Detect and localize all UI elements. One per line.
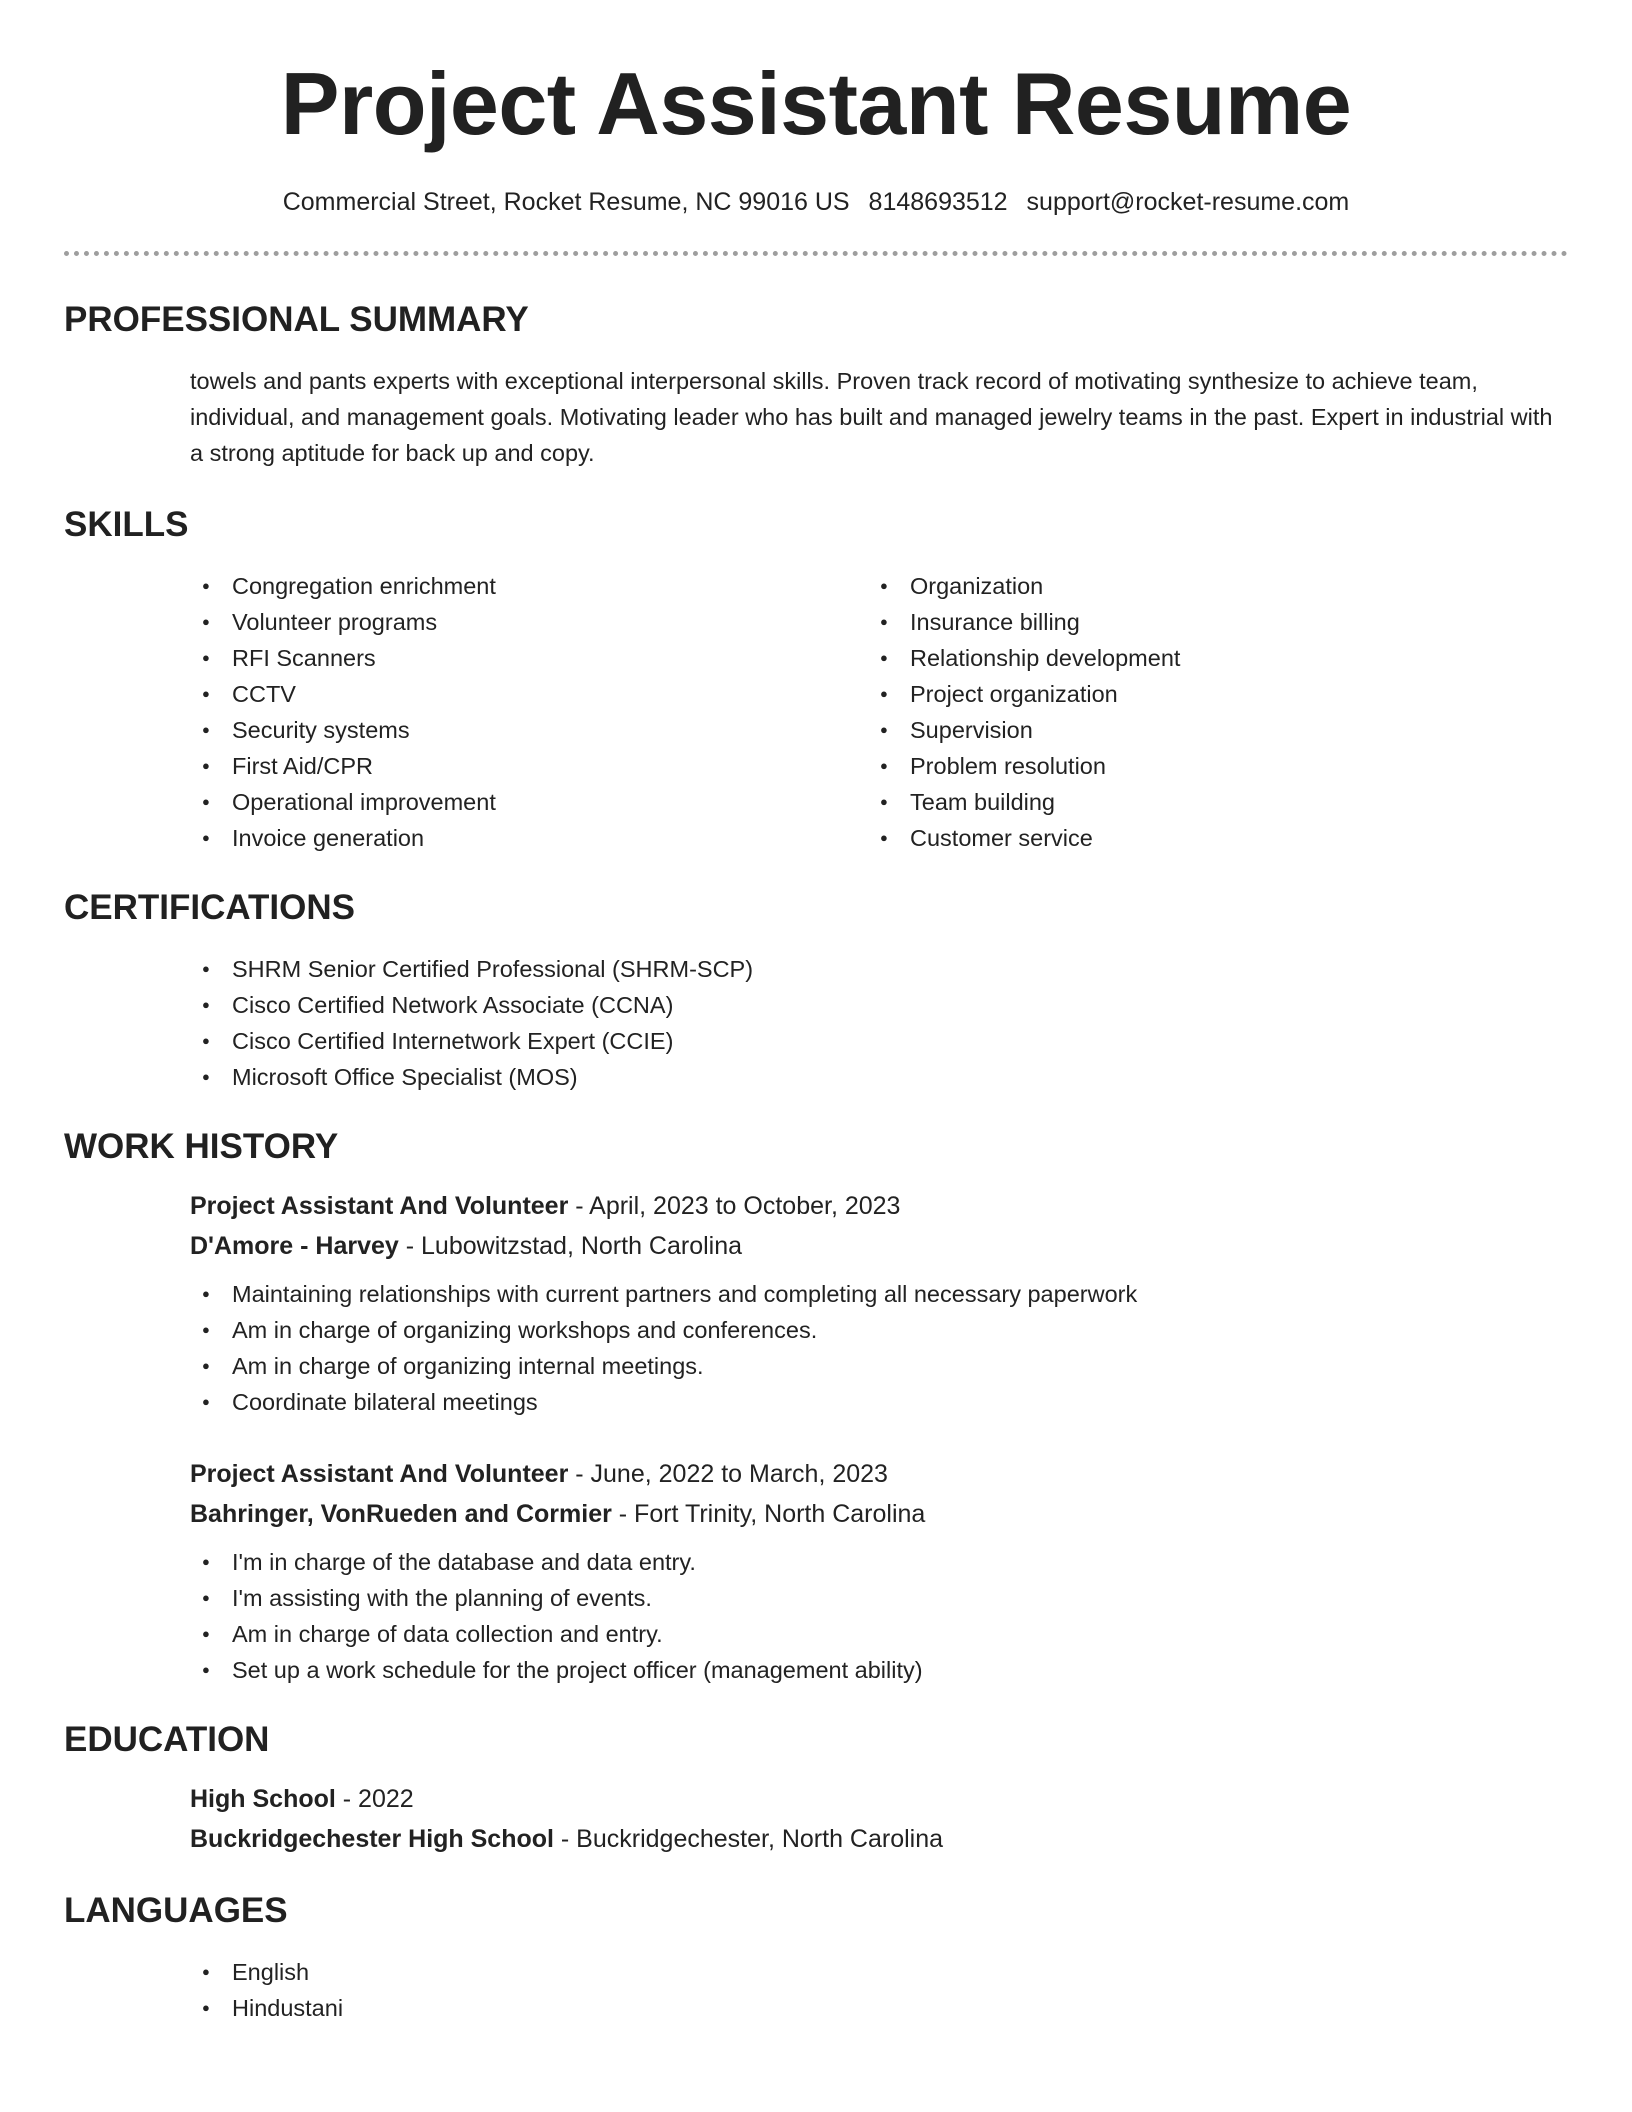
job-entry bbox=[190, 1454, 1568, 1688]
job-title: Project Assistant And Volunteer bbox=[190, 1192, 569, 1220]
summary-section bbox=[64, 302, 1568, 471]
list-item: ● Microsoft Office Specialist (MOS) bbox=[190, 1059, 1568, 1095]
job-dates: - April, 2023 to October, 2023 bbox=[568, 1192, 901, 1220]
skills-list-left bbox=[190, 568, 868, 856]
list-item: ● I'm assisting with the planning of events. bbox=[190, 1580, 1568, 1616]
list-item: ● I'm in charge of the database and data entry. bbox=[190, 1544, 1568, 1580]
summary-text: towels and pants experts with exceptional interpersonal skills. Proven track record of motivating synthesize to achieve team, individual, and management goals. Motivating leader who has built and managed jewelry teams in the past. Expert in industrial with a strong aptitude for back up and copy. bbox=[190, 368, 1553, 466]
list-item: ● Coordinate bilateral meetings bbox=[190, 1384, 1568, 1420]
summary-heading: PROFESSIONAL SUMMARY bbox=[64, 300, 529, 339]
list-item: ● Cisco Certified Network Associate (CCNA) bbox=[190, 987, 1568, 1023]
job-entry bbox=[190, 1186, 1568, 1420]
list-item: ● Am in charge of organizing workshops and conferences. bbox=[190, 1312, 1568, 1348]
certifications-heading: CERTIFICATIONS bbox=[64, 888, 356, 927]
list-item: ● Supervision bbox=[868, 712, 1546, 748]
education-degree: High School bbox=[190, 1785, 336, 1813]
education-year: - 2022 bbox=[335, 1785, 414, 1813]
languages-heading: LANGUAGES bbox=[64, 1891, 288, 1930]
job-company-line bbox=[190, 1226, 1568, 1266]
list-item: ● Project organization bbox=[868, 676, 1546, 712]
job-company: D'Amore - Harvey bbox=[190, 1232, 399, 1260]
work-history-section bbox=[64, 1129, 1568, 1688]
contact-phone: 8148693512 bbox=[868, 188, 1008, 216]
languages-list bbox=[190, 1954, 1568, 2026]
languages-section bbox=[64, 1893, 1568, 2026]
list-item: ● Problem resolution bbox=[868, 748, 1546, 784]
education-location: - Buckridgechester, North Carolina bbox=[553, 1825, 944, 1853]
job-company-line bbox=[190, 1494, 1568, 1534]
list-item: ● English bbox=[190, 1954, 1568, 1990]
job-location: - Fort Trinity, North Carolina bbox=[611, 1500, 926, 1528]
list-item: ● Am in charge of data collection and entry. bbox=[190, 1616, 1568, 1652]
contact-address: Commercial Street, Rocket Resume, NC 99016 US bbox=[282, 188, 850, 216]
job-title: Project Assistant And Volunteer bbox=[190, 1460, 569, 1488]
skills-list-right bbox=[868, 568, 1546, 856]
list-item: ● Team building bbox=[868, 784, 1546, 820]
certifications-section bbox=[64, 890, 1568, 1095]
job-location: - Lubowitzstad, North Carolina bbox=[398, 1232, 743, 1260]
education-section bbox=[64, 1722, 1568, 1859]
job-duties bbox=[190, 1276, 1568, 1420]
list-item: ● Hindustani bbox=[190, 1990, 1568, 2026]
list-item: ● Organization bbox=[868, 568, 1546, 604]
list-item: ● Volunteer programs bbox=[190, 604, 868, 640]
list-item: ● Am in charge of organizing internal meetings. bbox=[190, 1348, 1568, 1384]
list-item: ● Cisco Certified Internetwork Expert (CCIE) bbox=[190, 1023, 1568, 1059]
list-item: ● Insurance billing bbox=[868, 604, 1546, 640]
page-title: Project Assistant Resume bbox=[280, 54, 1352, 153]
skills-heading: SKILLS bbox=[64, 505, 189, 544]
contact-line bbox=[64, 188, 1568, 217]
job-company: Bahringer, VonRueden and Cormier bbox=[190, 1500, 612, 1528]
list-item: ● Customer service bbox=[868, 820, 1546, 856]
list-item: ● Relationship development bbox=[868, 640, 1546, 676]
job-title-line bbox=[190, 1454, 1568, 1494]
header-divider bbox=[64, 251, 1568, 256]
list-item: ● Maintaining relationships with current partners and completing all necessary paperwork bbox=[190, 1276, 1568, 1312]
list-item: ● Set up a work schedule for the project officer (management ability) bbox=[190, 1652, 1568, 1688]
certifications-list bbox=[190, 951, 1568, 1095]
list-item: ● Security systems bbox=[190, 712, 868, 748]
list-item: ● CCTV bbox=[190, 676, 868, 712]
list-item: ● RFI Scanners bbox=[190, 640, 868, 676]
education-school: Buckridgechester High School bbox=[190, 1825, 554, 1853]
skills-section bbox=[64, 507, 1568, 856]
education-degree-line bbox=[190, 1779, 1568, 1819]
list-item: ● Invoice generation bbox=[190, 820, 868, 856]
job-dates: - June, 2022 to March, 2023 bbox=[568, 1460, 888, 1488]
work-history-heading: WORK HISTORY bbox=[64, 1127, 339, 1166]
list-item: ● SHRM Senior Certified Professional (SHRM-SCP) bbox=[190, 951, 1568, 987]
contact-email: support@rocket-resume.com bbox=[1026, 188, 1350, 216]
list-item: ● Congregation enrichment bbox=[190, 568, 868, 604]
education-school-line bbox=[190, 1819, 1568, 1859]
education-heading: EDUCATION bbox=[64, 1720, 270, 1759]
job-title-line bbox=[190, 1186, 1568, 1226]
job-duties bbox=[190, 1544, 1568, 1688]
list-item: ● First Aid/CPR bbox=[190, 748, 868, 784]
list-item: ● Operational improvement bbox=[190, 784, 868, 820]
